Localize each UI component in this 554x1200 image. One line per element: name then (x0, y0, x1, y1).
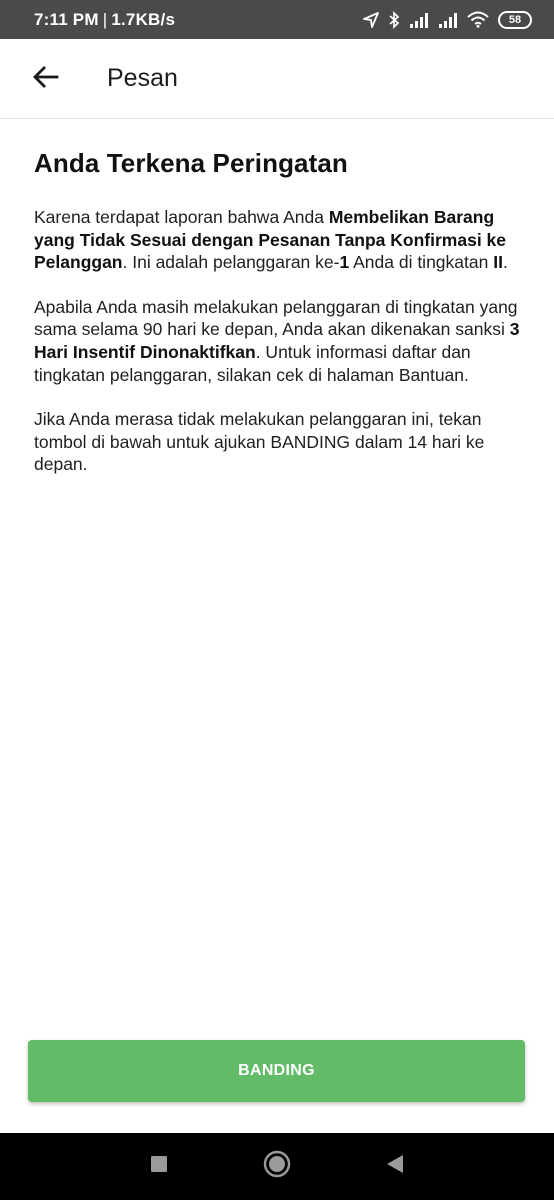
para1-text-4: . (502, 252, 508, 273)
back-button[interactable] (28, 61, 64, 97)
status-left (34, 10, 175, 30)
back-triangle-icon (386, 1154, 404, 1179)
message-heading: Anda Terkena Peringatan (34, 148, 348, 178)
recents-button[interactable] (139, 1147, 179, 1187)
battery-icon (498, 11, 532, 29)
status-time: 7:11 PM (34, 9, 99, 29)
banding-button[interactable]: BANDING (28, 1040, 525, 1102)
message-content (34, 148, 524, 498)
recents-square-icon (150, 1155, 168, 1178)
para1-text-1: Karena terdapat laporan bahwa Anda (34, 207, 329, 227)
para2-text-1: Apabila Anda masih melakukan pelanggaran di tingkatan yang sama selama 90 hari ke depan, Anda akan dikenakan sanksi (34, 296, 518, 340)
para1-bold-level: II (493, 252, 503, 273)
app-bar (0, 39, 554, 119)
para2-text-2: . Untuk informasi daftar dan tingkatan pelanggaran, silakan cek di halaman Bantuan. (34, 341, 471, 385)
location-icon (363, 12, 379, 28)
para1-text-3: Anda di tingkatan (349, 252, 494, 273)
para1-bold-violation: Membelikan Barang yang Tidak Sesuai dengan Pesanan Tanpa Konfirmasi ke Pelanggan (34, 207, 507, 273)
message-paragraph-3: Jika Anda merasa tidak melakukan pelanggaran ini, tekan tombol di bawah untuk ajukan BANDING dalam 14 hari ke depan. (34, 409, 485, 475)
bluetooth-icon (388, 11, 400, 29)
signal-icon (409, 12, 429, 28)
home-circle-icon (263, 1150, 291, 1183)
message-paragraph-1 (34, 206, 524, 274)
status-bar (0, 0, 554, 39)
system-nav-bar (0, 1133, 554, 1200)
status-separator: | (102, 9, 108, 29)
para2-bold-sanction: 3 Hari Insentif Dinonaktifkan (34, 319, 520, 362)
arrow-left-icon (33, 66, 59, 93)
para1-bold-count: 1 (339, 252, 350, 273)
back-nav-button[interactable] (375, 1147, 415, 1187)
page-title: Pesan (107, 64, 178, 92)
para1-text-2: . Ini adalah pelanggaran ke- (122, 252, 340, 273)
home-button[interactable] (257, 1147, 297, 1187)
message-paragraph-2 (34, 296, 524, 386)
status-icons (363, 11, 532, 29)
wifi-icon (467, 11, 489, 28)
signal-icon (438, 12, 458, 28)
network-speed: 1.7KB/s (111, 9, 176, 29)
battery-level: 58 (508, 13, 522, 26)
